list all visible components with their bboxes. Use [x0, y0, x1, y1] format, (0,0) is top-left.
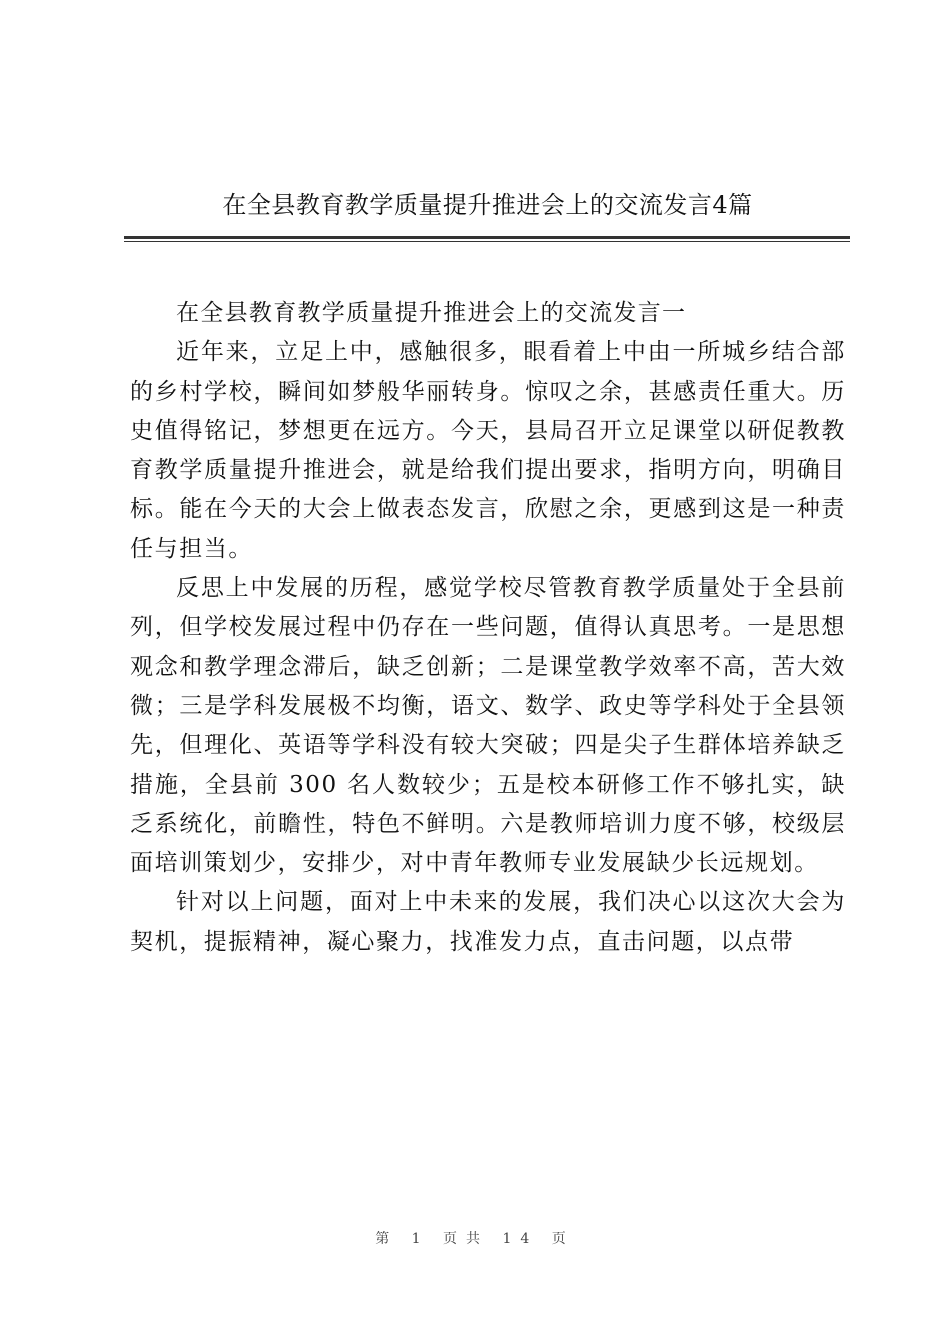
title-underline-thick — [124, 236, 850, 239]
document-body — [130, 294, 846, 962]
body-paragraph: 近年来，立足上中，感触很多，眼看着上中由一所城乡结合部的乡村学校，瞬间如梦般华丽转身。惊叹之余，甚感责任重大。历史值得铭记，梦想更在远方。今天，县局召开立足课堂以研促教教育教学质量提升推进会，就是给我们提出要求，指明方向，明确目标。能在今天的大会上做表态发言，欣慰之余，更感到这是一种责任与担当。 — [130, 339, 846, 562]
body-paragraph: 反思上中发展的历程，感觉学校尽管教育教学质量处于全县前列，但学校发展过程中仍存在一些问题，值得认真思考。一是思想观念和教学理念滞后，缺乏创新；二是课堂教学效率不高，苦大效微；三是学科发展极不均衡，语文、数学、政史等学科处于全县领先，但理化、英语等学科没有较大突破；四是尖子生群体培养缺乏措施，全县前 300 名人数较少；五是校本研修工作不够扎实，缺乏系统化，前瞻性，特色不鲜明。六是教师培训力度不够，校级层面培训策划少，安排少，对中青年教师专业发展缺少长远规划。 — [130, 575, 846, 877]
section-heading: 在全县教育教学质量提升推进会上的交流发言一 — [176, 300, 687, 326]
title-underline-thin — [124, 241, 850, 242]
document-title: 在全县教育教学质量提升推进会上的交流发言4篇 — [222, 191, 753, 219]
body-paragraph: 针对以上问题，面对上中未来的发展，我们决心以这次大会为契机，提振精神，凝心聚力，找准发力点，直击问题，以点带 — [130, 889, 846, 955]
page-number-footer: 第 1 页共 14 页 — [375, 1231, 575, 1247]
